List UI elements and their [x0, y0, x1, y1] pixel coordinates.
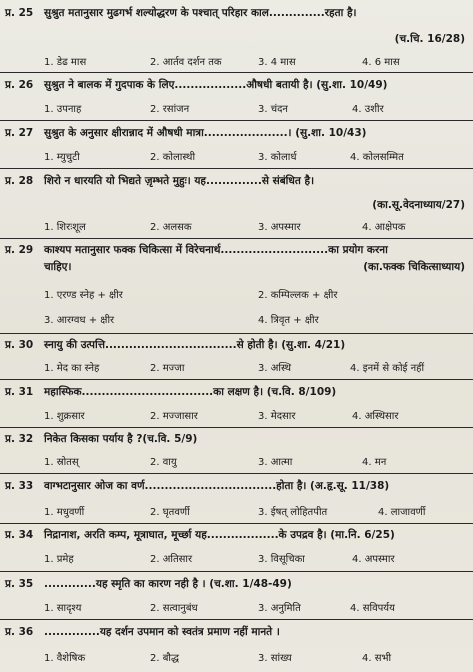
option-3: 3. 4 मास [258, 57, 296, 68]
option-3: 3. आत्मा [258, 457, 293, 468]
question-text: निकेत किसका पर्याय है ?(च.वि. 5/9) [44, 433, 198, 445]
option-4: 4. सभी [362, 653, 392, 664]
question-block [0, 428, 473, 474]
question-number: प्र. 29 [5, 244, 34, 256]
option-2: 2. अलसक [150, 222, 192, 233]
question-text: निद्रानाश, अरति कम्प, मूत्राघात, मूर्च्छा यह..................के उपद्रव है। (मा.नि. 6/25) [44, 529, 395, 541]
option-3: 3. विसूचिका [258, 554, 305, 565]
option-1: 1. सादृश्य [44, 603, 82, 614]
question-number: प्र. 35 [5, 578, 34, 590]
question-number: प्र. 33 [5, 480, 34, 492]
question-block [0, 0, 473, 73]
question-text: शिरो न धारयति यो भिद्यते ज़ृम्भते मुहुः। यह..............से संबंधित है। [44, 175, 315, 187]
option-4: 4. उशीर [352, 104, 384, 115]
question-number: प्र. 31 [5, 386, 34, 398]
question-text: ..............यह दर्शन उपमान को स्वतंत्र प्रमाण नहीं मानते । [44, 626, 280, 638]
option-2: 2. आर्तव दर्शन तक [150, 57, 222, 68]
question-text: .............यह स्मृति का कारण नही है । (च.शा. 1/48-49) [44, 578, 292, 590]
question-reference: (च.चि. 16/28) [394, 33, 465, 45]
question-block [0, 169, 473, 239]
option-4: 4. त्रिवृत + क्षीर [258, 315, 319, 326]
option-2: 2. घृतवर्णी [150, 507, 190, 518]
option-4: 4. अस्थिसार [352, 411, 399, 422]
question-text: काश्यप मतानुसार फक्क चिकित्सा में विरेचनार्थ...........................का प्रयोग करना [44, 244, 388, 256]
question-block [0, 474, 473, 524]
option-2: 2. सत्वानुबंध [150, 603, 198, 614]
option-1: 1. उपनाह [44, 104, 82, 115]
option-1: 1. मधुवर्णी [44, 507, 85, 518]
option-3: 3. अपस्मार [258, 222, 301, 233]
question-text-continued: चाहिए। [44, 261, 72, 273]
option-1: 1. डेढ मास [44, 57, 87, 68]
question-number: प्र. 25 [5, 7, 34, 19]
question-text: स्नायु की उत्पत्ति.................................से होती है। (सु.शा. 4/21) [44, 339, 346, 351]
question-block [0, 620, 473, 672]
option-2: 2. रसांजन [150, 104, 190, 115]
question-block [0, 572, 473, 620]
question-text: वाग्भटानुसार ओज का वर्ण.................................होता है। (अ.हृ.सू. 11/38) [44, 480, 390, 492]
option-1: 1. शिरःशूल [44, 222, 86, 233]
question-number: प्र. 27 [5, 127, 34, 139]
question-block [0, 334, 473, 380]
question-block [0, 239, 473, 334]
option-3: 3. चंदन [258, 104, 288, 115]
option-4: 4. अपस्मार [352, 554, 395, 565]
question-reference: (का.सू.वेदनाध्याय/27) [372, 199, 465, 211]
option-3: 3. ईषत् लोहितपीत [258, 507, 328, 518]
option-4: 4. सविपर्यय [350, 603, 395, 614]
option-2: 2. कम्पिल्लक + क्षीर [258, 290, 338, 301]
option-3: 3. सांख्य [258, 653, 292, 664]
question-number: प्र. 36 [5, 626, 34, 638]
option-3: 3. अनुमिति [258, 603, 301, 614]
question-reference: (का.फक्क चिकित्साध्याय) [363, 261, 465, 273]
option-2: 2. वायु [150, 457, 177, 468]
option-3: 3. अस्थि [258, 363, 292, 374]
option-3: 3. मेदसार [258, 411, 296, 422]
option-1: 1. एरण्ड स्नेह + क्षीर [44, 290, 123, 301]
question-block [0, 380, 473, 428]
question-text: महास्फिक.................................का लक्षण है। (च.वि. 8/109) [44, 386, 337, 398]
option-2: 2. कोलास्थी [150, 152, 196, 163]
option-1: 1. मेद का स्नेह [44, 363, 100, 374]
option-2: 2. मज्जासार [150, 411, 198, 422]
question-text: सुश्रुत के अनुसार क्षीरान्नाद में औषधी मात्रा.....................। (सु.शा. 10/43) [44, 127, 367, 139]
question-block [0, 73, 473, 121]
question-block [0, 121, 473, 169]
question-number: प्र. 28 [5, 175, 34, 187]
question-text: सुश्रुत मतानुसार मुढगर्भ शल्योद्धरण के पश्चात् परिहार काल..............रहता है। [44, 7, 357, 19]
question-number: प्र. 26 [5, 79, 34, 91]
question-number: प्र. 30 [5, 339, 34, 351]
option-1: 1. म्युचुटी [44, 152, 80, 163]
option-4: 4. 6 मास [362, 57, 400, 68]
option-1: 1. स्रोतस् [44, 457, 79, 468]
option-4: 4. लाजावर्णी [378, 507, 426, 518]
option-1: 1. शुक्रसार [44, 411, 85, 422]
question-text: सुश्रुत ने बालक में गुदपाक के लिए..................औषधी बतायी है। (सु.शा. 10/49) [44, 79, 388, 91]
question-number: प्र. 32 [5, 433, 34, 445]
option-3: 3. आरग्वध + क्षीर [44, 315, 115, 326]
option-4: 4. इनमें से कोई नहीं [350, 363, 425, 374]
option-2: 2. बौद्ध [150, 653, 180, 664]
question-number: प्र. 34 [5, 529, 34, 541]
option-2: 2. अतिसार [150, 554, 193, 565]
option-1: 1. वैशेषिक [44, 653, 86, 664]
option-4: 4. मन [362, 457, 387, 468]
option-2: 2. मज्जा [150, 363, 185, 374]
option-4: 4. आक्षेपक [362, 222, 406, 233]
question-block [0, 524, 473, 572]
option-1: 1. प्रमेह [44, 554, 74, 565]
option-3: 3. कोलार्ध [258, 152, 297, 163]
option-4: 4. कोलसम्मित [350, 152, 404, 163]
